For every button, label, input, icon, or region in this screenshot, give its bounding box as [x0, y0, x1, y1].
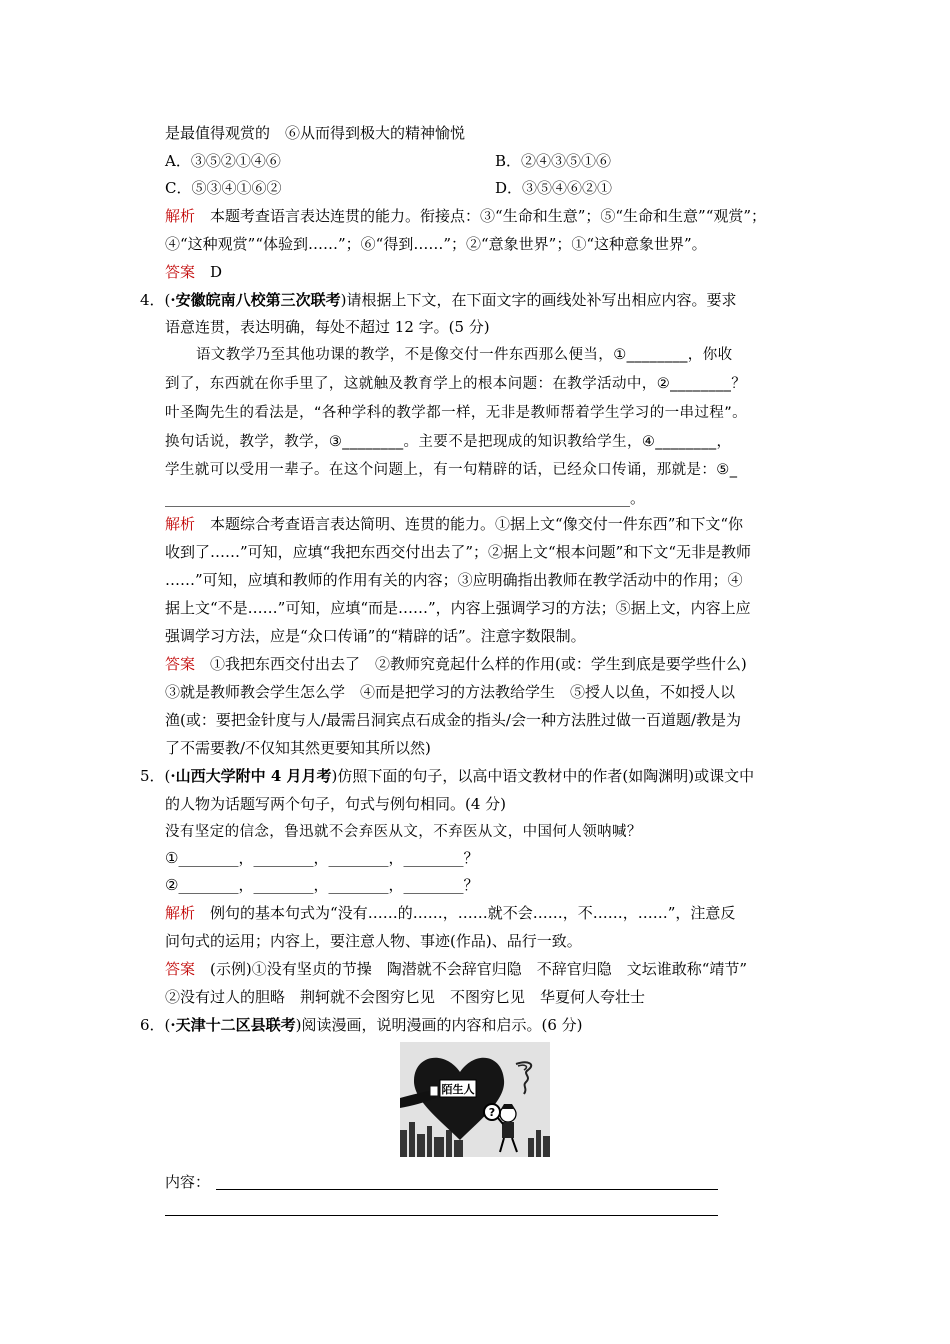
q5-answer-text: (示例)①没有坚贞的节操 陶潜就不会辞官归隐 不辞官归隐 文坛谁敢称“靖节”	[210, 960, 748, 978]
q4-stem-line1	[140, 290, 737, 310]
q5-answer-line2: ②没有过人的胆略 荆轲就不会图穷匕见 不图穷匕见 华夏何人夸壮士	[165, 988, 646, 1006]
q4-analysis-line4: 据上文“不是……”可知，应填“而是……”，内容上强调学习的方法；⑤据上文，内容上应	[165, 599, 751, 617]
q4-analysis-line3: ……”可知，应填和教师的作用有关的内容；③应明确指出教师在教学活动中的作用；④	[165, 571, 743, 589]
content-label: 内容：	[165, 1173, 211, 1191]
q4-analysis-line5: 强调学习方法，应是“众口传诵”的“精辟的话”。注意字数限制。	[165, 627, 586, 645]
q5-analysis-text: 例句的基本句式为“没有……的……，……就不会……，不……，……”，注意反	[210, 904, 736, 922]
answer-label: 答案	[165, 263, 196, 281]
q6-stem	[140, 1015, 583, 1035]
q4-analysis-line2: 收到了……”可知，应填“我把东西交付出去了”；②据上文“根本问题”和下文“无非是教师	[165, 543, 752, 561]
q4-stem-line2: 语意连贯，表达明确，每处不超过 12 字。(5 分)	[165, 318, 490, 336]
q4-answer-line1	[165, 654, 747, 674]
q3-answer-value: D	[210, 263, 223, 281]
q3-option-line: 是最值得观赏的 ⑥从而得到极大的精神愉悦	[165, 124, 466, 142]
analysis-label: 解析	[165, 207, 196, 225]
q5-example: 没有坚定的信念，鲁迅就不会弃医从文，不弃医从文，中国何人领呐喊？	[165, 824, 642, 840]
q4-passage-line5: 学生就可以受用一辈子。在这个问题上，有一句精辟的话，已经众口传诵，那就是：⑤_	[165, 462, 738, 478]
q4-passage-line4: 换句话说，教学，教学，③________。主要不是把现成的知识教给学生，④________，	[165, 434, 732, 450]
q5-number: 5．(	[140, 767, 171, 785]
q3-option-c: C．⑤③④①⑥②	[165, 179, 282, 197]
q4-passage-line6: ______________________________________________________________。	[165, 489, 646, 507]
q4-answer-line3: 渔(或：要把金针度与人/最需吕洞宾点石成金的指头/会一种方法胜过做一百道题/教是为	[165, 711, 742, 729]
q5-stem-line2: 的人物为话题写两个句子，句式与例句相同。(4 分)	[165, 795, 507, 813]
q3-answer	[165, 262, 222, 282]
q6-content-line	[165, 1172, 210, 1192]
q5-stem-text: )仿照下面的句子，以高中语文教材中的作者(如陶渊明)或课文中	[331, 767, 755, 785]
q4-answer-line4: 了不需要教/不仅知其然更要知其所以然)	[165, 739, 431, 757]
q4-answer-text: ①我把东西交付出去了 ②教师究竟起什么样的作用(或：学生到底是要学些什么)	[210, 655, 747, 673]
q4-answer-line2: ③就是教师教会学生怎么学 ④而是把学习的方法教给学生 ⑤授人以鱼，不如授人以	[165, 683, 736, 701]
q4-passage-line3: 叶圣陶先生的看法是，“各种学科的教学都一样，无非是教师帮着学生学习的一串过程”。	[165, 405, 748, 421]
content-answer-line-2	[165, 1215, 718, 1216]
q5-stem-line1	[140, 766, 754, 786]
cartoon-label: 陌生人	[441, 1083, 475, 1096]
q6-number: 6．(	[140, 1016, 171, 1034]
q4-stem-text: )请根据上下文，在下面文字的画线处补写出相应内容。要求	[340, 291, 737, 309]
q5-source: ·山西大学附中 4 月月考	[170, 767, 332, 785]
q4-analysis-line1	[165, 514, 743, 534]
q5-analysis-line1	[165, 903, 735, 923]
content-answer-line	[216, 1189, 718, 1190]
q4-source: ·安徽皖南八校第三次联考	[170, 291, 341, 309]
q5-analysis-line2: 问句式的运用；内容上，要注意人物、事迹(作品)、品行一致。	[165, 932, 582, 950]
q5-answer-line1	[165, 959, 747, 979]
q3-analysis-line2: ④“这种观赏”“体验到……”；⑥“得到……”；②“意象世界”；①“这种意象世界”。	[165, 235, 707, 253]
q3-analysis-line1	[165, 206, 766, 226]
answer-label: 答案	[165, 655, 196, 673]
q4-number: 4．(	[140, 291, 171, 309]
q4-passage-line1: 语文教学乃至其他功课的教学，不是像交付一件东西那么便当，①________，你收	[196, 347, 733, 363]
analysis-label: 解析	[165, 904, 196, 922]
analysis-label: 解析	[165, 515, 196, 533]
q3-option-b: B．②④③⑤①⑥	[495, 152, 612, 170]
q6-source: ·天津十二区县联考	[170, 1016, 296, 1034]
svg-text:?: ?	[488, 1106, 496, 1119]
q4-passage-line2: 到了，东西就在你手里了，这就触及教育学上的根本问题：在教学活动中，②________？	[165, 376, 747, 392]
answer-label: 答案	[165, 960, 196, 978]
q4-analysis-text: 本题综合考查语言表达简明、连贯的能力。①据上文“像交付一件东西”和下文“你	[210, 515, 744, 533]
q3-option-d: D．③⑤④⑥②①	[495, 179, 613, 197]
q3-analysis-text: 本题考查语言表达连贯的能力。衔接点：③“生命和生意”；⑤“生命和生意”“观赏”；	[210, 207, 767, 225]
cartoon-image	[400, 1042, 550, 1157]
q5-blank-line1: ①________，________，________，________？	[165, 849, 479, 867]
q3-option-a: A．③⑤②①④⑥	[165, 152, 281, 170]
q6-stem-text: )阅读漫画，说明漫画的内容和启示。(6 分)	[295, 1016, 583, 1034]
q5-blank-line2: ②________，________，________，________？	[165, 876, 479, 894]
